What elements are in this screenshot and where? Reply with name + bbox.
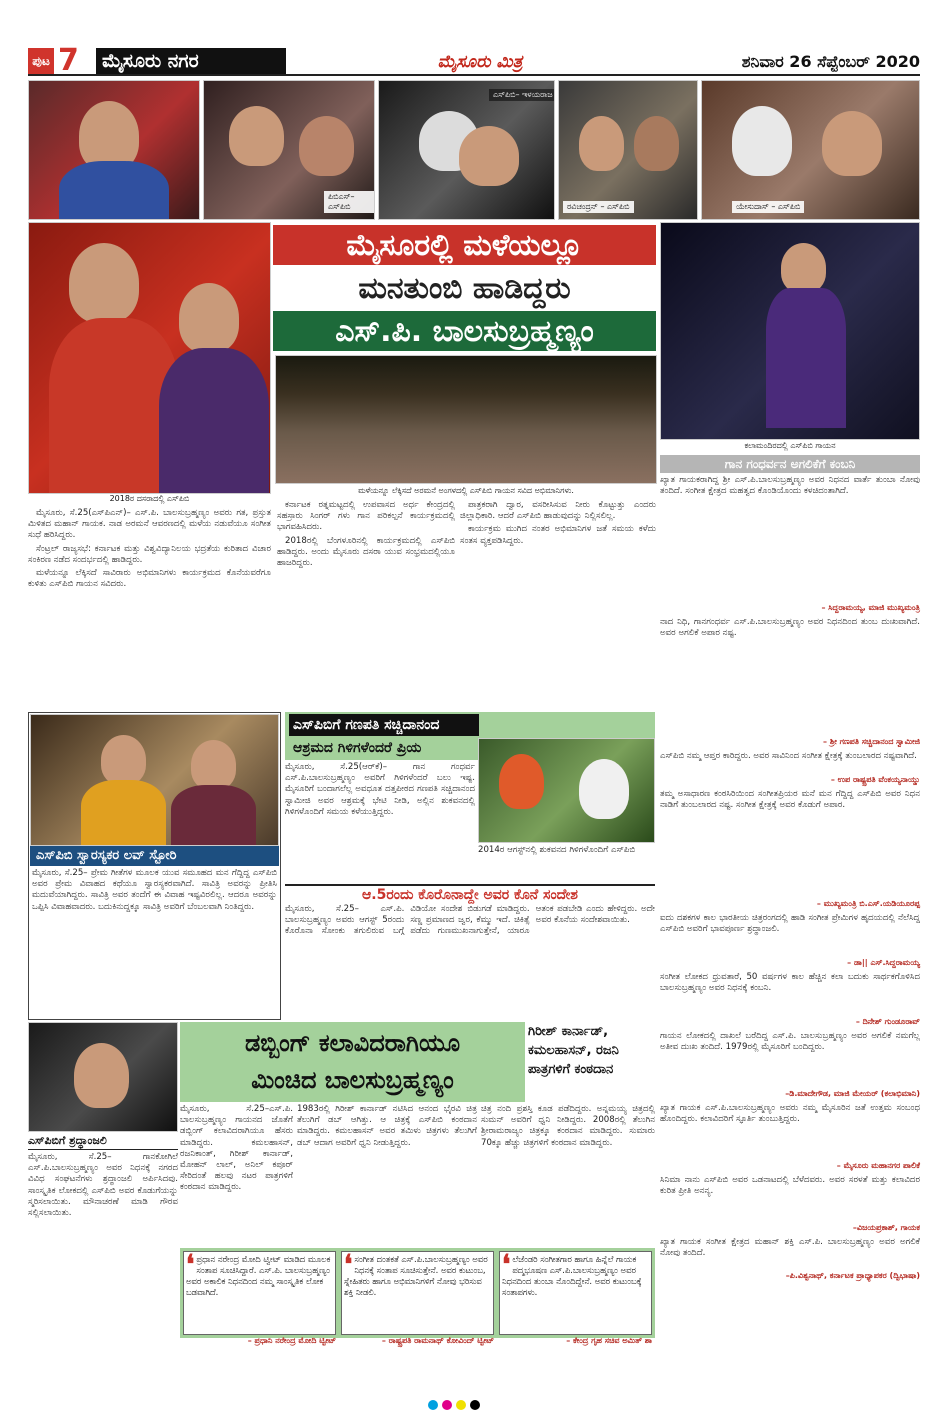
middle-article-col	[277, 500, 455, 708]
issue-date: ಶನಿವಾರ 26 ಸೆಪ್ಟೆಂಬರ್ 2020	[741, 52, 920, 71]
top-photo-2-caption: ಪಿಬಿಎಸ್‌– ಎಸ್‌ಪಿಬಿ	[324, 191, 374, 213]
bottom-quote-3	[499, 1251, 652, 1335]
right-performance-photo	[660, 222, 920, 440]
headline-line-1: ಮೈಸೂರಲ್ಲಿ ಮಳೆಯಲ್ಲೂ	[273, 225, 656, 265]
sidebar-quote-8: ಖ್ಯಾತ ಗಾಯಕ ಎಸ್‌.ಪಿ.ಬಾಲಸುಬ್ರಹ್ಮಣ್ಯಂ ಅವರು ನಮ್ಮ ಮೈಸೂರಿನ ಜತೆ ಉತ್ತಮ ಸಂಬಂಧ ಹೊಂದಿದ್ದರು. ಕಲಾವಿದರಿಗೆ ಸ್ಫೂರ್ತಿ ತುಂಬುತ್ತಿದ್ದರು.	[660, 1103, 920, 1125]
sidebar-quote-2: ನಾದ ನಿಧಿ, ಗಾನಗಂಧರ್ವ ಎಸ್‌.ಪಿ.ಬಾಲಸುಬ್ರಹ್ಮಣ್ಯಂ ಅವರ ನಿಧನದಿಂದ ತುಂಬ ದುಃಖವಾಗಿದೆ. ಅವರ ಅಗಲಿಕೆ ಅಪಾರ ನಷ್ಟ.	[660, 617, 920, 639]
sidebar-quote-3: ಎಸ್‌ಪಿಬಿ ನಮ್ಮ ಆಪ್ತರ ಕಾರಿದ್ದರು. ಅವರ ಸಾವಿನಿಂದ ಸಂಗೀತ ಕ್ಷೇತ್ರಕ್ಕೆ ತುಂಬಲಾರದ ನಷ್ಟವಾಗಿದೆ.	[660, 751, 917, 761]
sidebar-quote-5: ಐದು ದಶಕಗಳ ಕಾಲ ಭಾರತೀಯ ಚಿತ್ರರಂಗದಲ್ಲಿ ಹಾಡಿ ಸಂಗೀತ ಪ್ರೇಮಿಗಳ ಹೃದಯದಲ್ಲಿ ನೆಲೆಸಿದ್ದ ಎಸ್‌ಪಿಬಿ ಅವರಿಗೆ ಭಾವಪೂರ್ಣ ಶ್ರದ್ಧಾಂಜಲಿ.	[660, 913, 920, 935]
registration-mark-yellow	[456, 1400, 466, 1410]
dubbing-title-line-1: ಡಬ್ಬಿಂಗ್‌ ಕಲಾವಿದರಾಗಿಯೂ	[244, 1029, 461, 1057]
sidebar-quote-7-attr: –ಡಿ.ಮಾದೇಗೌಡ, ಮಾಜಿ ಮೇಯರ್‌ (ಕಲಾಭಿಮಾನಿ)	[785, 1089, 920, 1098]
corona-title: ಆ.5ರಂದು ಕೊರೊನಾದ್ದೇ ಅವರ ಕೊನೆ ಸಂದೇಶ	[285, 884, 655, 902]
dubbing-text-3: ಚಿತ್ರ ನಂದಿ ಪ್ರಶಸ್ತಿ ಕೂಡ ಪಡೆದಿದ್ದರು. ಅನ್ನಮಯ್ಯ ಚಿತ್ರದಲ್ಲಿ ಸುಮನ್ ಅವರಿಗೆ ಧ್ವನಿ ನೀಡಿದ್ದರು. 2008ರಲ್ಲಿ ತೆಲುಗಿನ ಶ್ರೀರಾಮರಾಜ್ಯಂ ಚಿತ್ರಕ್ಕೂ ಕಂಠದಾನ ಮಾಡಿದ್ದರು. ಸುಮಾರು 70ಕ್ಕೂ ಹೆಚ್ಚು ಚಿತ್ರಗಳಿಗೆ ಕಂಠದಾನ ಮಾಡಿದ್ದರು.	[481, 1104, 655, 1148]
top-photo-5-caption: ಯೇಸುದಾಸ್‌ – ಎಸ್‌ಪಿಬಿ	[732, 201, 804, 213]
bottom-quote-1-text: ಪ್ರಧಾನ ನರೇಂದ್ರ ಮೋದಿ ಟ್ವೀಟ್ ಮಾಡಿದ ಮೂಲಕ ಸಂತಾಪ ಸೂಚಿಸಿದ್ದಾರೆ. ಎಸ್‌.ಪಿ. ಬಾಲಸುಬ್ರಹ್ಮಣ್ಯಂ ಅವರ ಅಕಾಲಿಕ ನಿಧನದಿಂದ ನಮ್ಮ ಸಾಂಸ್ಕೃತಿಕ ಲೋಕ ಬಡವಾಗಿದೆ.	[186, 1254, 331, 1297]
top-photo-2	[203, 80, 375, 220]
registration-mark-black	[470, 1400, 480, 1410]
registration-mark-magenta	[442, 1400, 452, 1410]
sidebar-quote-3-attr: – ಉಪ ರಾಷ್ಟ್ರಪತಿ ವೆಂಕಯ್ಯನಾಯ್ಡು	[830, 775, 920, 784]
sidebar-title: ಗಾನ ಗಂಧರ್ವನ ಅಗಲಿಕೆಗೆ ಕಂಬನಿ	[660, 455, 920, 473]
sidebar-quote-9: ಸಿನಿಮಾ ನಾನು ಎಸ್‌ಪಿಬಿ ಅವರ ಒಡನಾಟದಲ್ಲಿ ಬೆಳೆದವರು. ಅವರ ಸರಳತೆ ಮತ್ತು ಕಲಾವಿದರ ಕುರಿತ ಪ್ರೀತಿ ಅನನ್ಯ.	[660, 1175, 920, 1197]
bottom-quote-1	[183, 1251, 336, 1335]
sidebar-quote-5-attr: – ಡಾ|| ಎಸ್‌.ಸಿದ್ದರಾಮಯ್ಯ	[847, 958, 920, 967]
masthead: ಮೈಸೂರು ಮಿತ್ರ	[437, 52, 523, 72]
top-photo-1	[28, 80, 200, 220]
main-article-p2: ಸೆಂಟ್ರಲ್‌ ರಾಜ್ಯಸಭೆ: ಕರ್ನಾಟಕ ಮತ್ತು ವಿಶ್ವವಿದ್ಯಾನಿಲಯ ಭದ್ರತೆಯ ಕುರಿತಾದ ವಿಚಾರ ಸಂಕಿರಣ ನಡೆದ ಸಂದರ್ಭದಲ್ಲಿ ಹಾಡಿದ್ದರು.	[28, 543, 271, 565]
middle-article-p2: 2018ರಲ್ಲಿ ಬೆಂಗಳೂರಿನಲ್ಲಿ ಕಾರ್ಯಕ್ರಮದಲ್ಲಿ ಎಸ್‌ಪಿಬಿ ಹಾಡಿದ್ದರು. ಅಂದು ಮೈಸೂರು ದಸರಾ ಯುವ ಸಂಭ್ರಮದಲ್ಲಿಯೂ ಹಾಜರಿದ್ದರು.	[277, 535, 455, 569]
section-title: ಮೈಸೂರು ನಗರ	[96, 48, 286, 74]
tribute-title: ಎಸ್‌ಪಿಬಿಗೆ ಶ್ರದ್ಧಾಂಜಲಿ	[28, 1134, 178, 1150]
middle-article-p1: ಕರ್ನಾಟಕ ರತ್ನಮಟ್ಟದಲ್ಲಿ ಉಪವಾಸದ ಅರ್ಧ ಕೇಂದ್ರದಲ್ಲಿ ಸಹಸ್ರಾರು ಸಿಂಗರ್ ಗಳು ಗಾನ ಪರಿಕಲ್ಪನೆ ಕಾರ್ಯಕ್ರಮದಲ್ಲಿ ಭಾಗವಹಿಸಿದರು.	[277, 500, 455, 533]
bottom-quote-2-text: ಸಂಗೀತ ದಂತಕತೆ ಎಸ್‌.ಪಿ.ಬಾಲಸುಬ್ರಹ್ಮಣ್ಯಂ ಅವರ ನಿಧನಕ್ಕೆ ಸಂತಾಪ ಸೂಚಿಸುತ್ತೇನೆ. ಅವರ ಕುಟುಂಬ, ಸ್ನೇಹಿತರು ಹಾಗೂ ಅಭಿಮಾನಿಗಳಿಗೆ ನೋವು ಭರಿಸುವ ಶಕ್ತಿ ನೀಡಲಿ.	[344, 1254, 488, 1297]
sidebar-quote-9-attr: –ವಿಜಯಪ್ರಕಾಶ್, ಗಾಯಕ	[852, 1223, 920, 1232]
quote-mark-icon: ❛	[502, 1250, 511, 1280]
sidebar-quote-1-attr: – ಸಿದ್ದರಾಮಯ್ಯ, ಮಾಜಿ ಮುಖ್ಯಮಂತ್ರಿ	[821, 603, 920, 612]
main-article-p1: ಮೈಸೂರು, ಸೆ.25(ಎಸ್‌ಪಿಎನ್‌)– ಎಸ್‌.ಪಿ. ಬಾಲಸುಬ್ರಹ್ಮಣ್ಯಂ ಅವರು ಗತ, ಪ್ರಸ್ತುತ ಮಿಳಿತದ ಮಹಾನ್ ಗಾಯಕ. ನಾಡ ಅರಮನೆ ಆವರಣದಲ್ಲಿ ಮಳೆಯ ನಡುವೆಯೂ ಸಂಗೀತ ಸುಧೆ ಹರಿಸಿದ್ದರು.	[28, 508, 271, 541]
sidebar-quote-10-attr: –ಪಿ.ವಿಶ್ವನಾಥ್‌, ಕರ್ನಾಟಕ ಪ್ರಾಧ್ಯಾಪಕರ (ದ್ವಿಭಾಷಾ)	[785, 1271, 920, 1280]
love-story-text: ಮೈಸೂರು, ಸೆ.25– ಪ್ರೇಮ ಗೀತೆಗಳ ಮೂಲಕ ಯುವ ಸಮೂಹದ ಮನ ಗೆದ್ದಿದ್ದ ಎಸ್‌ಪಿಬಿ ಅವರ ಪ್ರೇಮ ವಿವಾಹದ ಕಥೆಯೂ ಸ್ವಾರಸ್ಯಕರವಾಗಿದೆ. ಸಾವಿತ್ರಿ ಅವರನ್ನು ಪ್ರೀತಿಸಿ ಮದುವೆಯಾಗಿದ್ದರು. ಸಾವಿತ್ರಿ ಅವರ ತಂದೆಗೆ ಈ ವಿವಾಹ ಇಷ್ಟವಿರಲಿಲ್ಲ. ಆದರೂ ಅವರನ್ನು ಒಪ್ಪಿಸಿ ವಿವಾಹವಾದರು. ಬದುಕಿನುದ್ದಕ್ಕೂ ಸಾವಿತ್ರಿ ಅವರಿಗೆ ಬೆಂಬಲವಾಗಿ ನಿಂತಿದ್ದರು.	[32, 868, 277, 912]
sidebar-quote-4-attr: – ಮುಖ್ಯಮಂತ್ರಿ ಬಿ.ಎಸ್‌.ಯಡಿಯೂರಪ್ಪ	[816, 899, 920, 908]
love-story-title: ಎಸ್‌ಪಿಬಿ ಸ್ವಾರಸ್ಯಕರ ಲವ್‌ ಸ್ಟೋರಿ	[30, 846, 279, 866]
corona-text: ಮೈಸೂರು, ಸೆ.25– ಎಸ್‌.ಪಿ. ಬಾಲಸುಬ್ರಹ್ಮಣ್ಯಂ ಅವರು ಆಗಸ್ಟ್ 5ರಂದು ಕೊರೊನಾ ಸೋಂಕು ತಗುಲಿರುವ ಬಗ್ಗೆ ವಿಡಿಯೋ ಸಂದೇಶ ಬಿಡುಗಡೆ ಮಾಡಿದ್ದರು. ಸಣ್ಣ ಪ್ರಮಾಣದ ಜ್ವರ, ಕೆಮ್ಮು ಇದೆ. ಚಿಕಿತ್ಸೆ ಪಡೆದು ಗುಣಮುಖನಾಗುತ್ತೇನೆ, ಯಾರೂ ಆತಂಕ ಪಡಬೇಡಿ ಎಂದು ಹೇಳಿದ್ದರು. ಅದೇ ಅವರ ಕೊನೆಯ ಸಂದೇಶವಾಯಿತು.	[285, 904, 655, 937]
dubbing-side-title: ಗಿರೀಶ್‌ ಕಾರ್ನಾಡ್‌, ಕಮಲಹಾಸನ್‌, ರಜನಿ ಪಾತ್ರಗಳಿಗೆ ಕಂಠದಾನ	[528, 1024, 619, 1077]
bottom-quote-3-attr: – ಕೇಂದ್ರ ಗೃಹ ಸಚಿವ ಅಮಿತ್ ಶಾ	[566, 1336, 652, 1345]
love-story-photo	[30, 714, 279, 846]
swamiji-text: ಮೈಸೂರು, ಸೆ.25(ಆರ್‌ಕೆ)– ಗಾನ ಗಂಧರ್ವ ಎಸ್‌.ಪಿ.ಬಾಲಸುಬ್ರಹ್ಮಣ್ಯಂ ಅವರಿಗೆ ಗಿಳಿಗಳೆಂದರೆ ಬಲು ಇಷ್ಟ. ಮೈಸೂರಿಗೆ ಬಂದಾಗಲೆಲ್ಲ ಅವಧೂತ ದತ್ತಪೀಠದ ಗಣಪತಿ ಸಚ್ಚಿದಾನಂದ ಸ್ವಾಮೀಜಿ ಅವರ ಆಶ್ರಮಕ್ಕೆ ಭೇಟಿ ನೀಡಿ, ಅಲ್ಲಿನ ಶುಕವನದಲ್ಲಿ ಗಿಳಿಗಳೊಂದಿಗೆ ಸಮಯ ಕಳೆಯುತ್ತಿದ್ದರು.	[285, 762, 475, 817]
page-number: 7	[58, 43, 79, 78]
sidebar-quote-10: ಖ್ಯಾತ ಗಾಯಕ ಸಂಗೀತ ಕ್ಷೇತ್ರದ ಮಹಾನ್ ಶಕ್ತಿ ಎಸ್‌.ಪಿ. ಬಾಲಸುಬ್ರಹ್ಮಣ್ಯಂ ಅವರ ಅಗಲಿಕೆ ನೋವು ತಂದಿದೆ.	[660, 1237, 920, 1259]
dubbing-text-1: ಮೈಸೂರು, ಸೆ.25–ಎಸ್‌.ಪಿ. ಬಾಲಸುಬ್ರಹ್ಮಣ್ಯಂ ಗಾಯನದ ಜೊತೆಗೆ ಡಬ್ಬಿಂಗ್ ಕಲಾವಿದರಾಗಿಯೂ ಹೆಸರು ಮಾಡಿದ್ದರು. ಕಮಲಹಾಸನ್, ರಜನಿಕಾಂತ್, ಗಿರೀಶ್ ಕಾರ್ನಾಡ್, ಮೋಹನ್ ಲಾಲ್, ಅನಿಲ್ ಕಪೂರ್ ಸೇರಿದಂತೆ ಹಲವು ನಟರ ಪಾತ್ರಗಳಿಗೆ ಕಂಠದಾನ ಮಾಡಿದ್ದರು.	[180, 1104, 293, 1193]
swamiji-title-line-2: ಆಶ್ರಮದ ಗಿಳಿಗಳೆಂದರೆ ಪ್ರಿಯ	[293, 740, 422, 756]
swamiji-photo	[478, 738, 655, 843]
sidebar-quote-4: ತಮ್ಮ ಅಸಾಧಾರಣ ಕಂಠಸಿರಿಯಿಂದ ಸಂಗೀತಪ್ರಿಯರ ಮನೆ ಮನ ಗೆದ್ದಿದ್ದ ಎಸ್‌ಪಿಬಿ ಅವರ ನಿಧನ ನಾಡಿಗೆ ತುಂಬಲಾರದ ನಷ್ಟ. ಸಂಗೀತ ಕ್ಷೇತ್ರಕ್ಕೆ ಅವರ ಕೊಡುಗೆ ಅಪಾರ.	[660, 789, 920, 811]
sidebar-quote-7: ಗಾಯನ ಲೋಕದಲ್ಲಿ ದಾಖಲೆ ಬರೆದಿದ್ದ ಎಸ್‌.ಪಿ. ಬಾಲಸುಬ್ರಹ್ಮಣ್ಯಂ ಅವರ ಅಗಲಿಕೆ ನಮಗೆಲ್ಲ ಅತೀವ ದುಃಖ ತಂದಿದೆ. 1979ರಲ್ಲಿ ಮೈಸೂರಿಗೆ ಬಂದಿದ್ದರು.	[660, 1031, 920, 1053]
sidebar-quote-6: ಸಂಗೀತ ಲೋಕದ ಧ್ರುವತಾರೆ, 50 ವರ್ಷಗಳ ಕಾಲ ಹೆಚ್ಚಿನ ಕಲಾ ಬದುಕು ಸಾರ್ಥಕಗೊಳಿಸಿದ ಬಾಲಸುಬ್ರಹ್ಮಣ್ಯಂ ಅವರ ನಿಧನಕ್ಕೆ ಕಂಬನಿ.	[660, 972, 920, 994]
crowd-photo	[275, 355, 657, 484]
top-photo-4	[558, 80, 698, 220]
crowd-caption: ಮಳೆಯನ್ನೂ ಲೆಕ್ಕಿಸದೆ ಅರಮನೆ ಅಂಗಳದಲ್ಲಿ ಎಸ್‌ಪಿಬಿ ಗಾಯನ ಸವಿದ ಅಭಿಮಾನಿಗಳು.	[358, 486, 574, 495]
tribute-text: ಮೈಸೂರು, ಸೆ.25– ಗಾನಕೋಗಿಲೆ ಎಸ್‌.ಪಿ.ಬಾಲಸುಬ್ರಹ್ಮಣ್ಯಂ ಅವರ ನಿಧನಕ್ಕೆ ನಗರದ ವಿವಿಧ ಸಂಘಟನೆಗಳು ಶ್ರದ್ಧಾಂಜಲಿ ಅರ್ಪಿಸಿದವು. ಸಾಂಸ್ಕೃತಿಕ ಲೋಕದಲ್ಲಿ ಎಸ್‌ಪಿಬಿ ಅವರ ಕೊಡುಗೆಯನ್ನು ಸ್ಮರಿಸಲಾಯಿತು. ಮೌನಾಚರಣೆ ಮಾಡಿ ಗೌರವ ಸಲ್ಲಿಸಲಾಯಿತು.	[28, 1152, 178, 1219]
dubbing-title-line-2: ಮಿಂಚಿದ ಬಾಲಸುಬ್ರಹ್ಮಣ್ಯಂ	[251, 1066, 454, 1094]
main-article-col-1	[28, 508, 271, 708]
sidebar-quote-6-attr: – ದಿನೇಶ್ ಗುಂಡೂರಾವ್	[855, 1017, 920, 1026]
right-article-p2: ಕಾರ್ಯಕ್ರಮ ಮುಗಿದ ನಂತರ ಅಭಿಮಾನಿಗಳ ಜತೆ ಸಮಯ ಕಳೆದು ಸಂತಸ ವ್ಯಕ್ತಪಡಿಸಿದ್ದರು.	[460, 524, 656, 546]
top-photo-3	[378, 80, 555, 220]
headline-line-2: ಮನತುಂಬಿ ಹಾಡಿದ್ದರು	[273, 268, 656, 308]
bottom-quote-2	[341, 1251, 494, 1335]
main-left-photo	[28, 222, 271, 494]
quote-mark-icon: ❛	[344, 1250, 353, 1280]
headline-line-3: ಎಸ್‌.ಪಿ. ಬಾಲಸುಬ್ರಹ್ಮಣ್ಯಂ	[273, 311, 656, 351]
swamiji-caption: 2014ರ ಆಗಸ್ಟ್‌ನಲ್ಲಿ ಶುಕವನದ ಗಿಳಿಗಳೊಂದಿಗೆ ಎಸ್‌ಪಿಬಿ	[478, 845, 636, 855]
registration-mark-cyan	[428, 1400, 438, 1410]
top-photo-5	[701, 80, 920, 220]
right-photo-caption: ಕಲಾಮಂದಿರದಲ್ಲಿ ಎಸ್‌ಪಿಬಿ ಗಾಯನ	[744, 441, 836, 450]
swamiji-title-line-1: ಎಸ್‌ಪಿಬಿಗೆ ಗಣಪತಿ ಸಚ್ಚಿದಾನಂದ	[289, 714, 479, 736]
sidebar-quotes	[660, 475, 920, 1335]
main-left-caption: 2018ರ ದಸರಾದಲ್ಲಿ ಎಸ್‌ಪಿಬಿ	[109, 494, 190, 503]
sidebar-quote-8-attr: – ಮೈಸೂರು ಮಹಾನಗರ ಪಾಲಿಕೆ	[836, 1161, 920, 1170]
bottom-quote-1-attr: – ಪ್ರಧಾನಿ ನರೇಂದ್ರ ಮೋದಿ ಟ್ವೀಟ್	[247, 1336, 336, 1345]
top-photo-4-caption: ರವಿಚಂದ್ರನ್‌ – ಎಸ್‌ಪಿಬಿ	[563, 201, 634, 213]
right-article-p1: ಪಾತ್ರಕರಾಗಿ ದ್ವಾರ, ವಸರೀಸಿಸುವ ನೀರು ಕೊಟ್ಟುತ್ತು ಎಂದರು ಜಿಲ್ಲಾಧಿಕಾರಿ. ಆದರೆ ಎಸ್‌ಪಿಬಿ ಹಾಡುವುದನ್ನು ನಿಲ್ಲಿಸಲಿಲ್ಲ.	[460, 500, 656, 522]
page-badge: ಪುಟ	[28, 48, 54, 74]
bottom-quote-3-text: ಲೆಜೆಂಡರಿ ಸಂಗೀತಗಾರ ಹಾಗೂ ಹಿನ್ನೆಲೆ ಗಾಯಕ ಪದ್ಮಭೂಷಣ ಎಸ್‌.ಪಿ.ಬಾಲಸುಬ್ರಹ್ಮಣ್ಯಂ ಅವರ ನಿಧನದಿಂದ ತುಂಬಾ ನೊಂದಿದ್ದೇನೆ. ಅವರ ಕುಟುಂಬಕ್ಕೆ ಸಂತಾಪಗಳು.	[502, 1254, 642, 1297]
dubbing-photo	[28, 1022, 178, 1132]
bottom-quote-2-attr: – ರಾಷ್ಟ್ರಪತಿ ರಾಮನಾಥ್ ಕೋವಿಂದ್ ಟ್ವೀಟ್	[381, 1336, 494, 1345]
main-article-p3: ಮಳೆಯನ್ನೂ ಲೆಕ್ಕಿಸದೆ ಸಾವಿರಾರು ಅಭಿಮಾನಿಗಳು ಕಾರ್ಯಕ್ರಮದ ಕೊನೆಯವರೆಗೂ ಕುಳಿತು ಎಸ್‌ಪಿಬಿ ಗಾಯನ ಸವಿದರು.	[28, 568, 271, 590]
sidebar-quote-1: ಖ್ಯಾತ ಗಾಯಕರಾಗಿದ್ದ ಶ್ರೀ ಎಸ್‌.ಪಿ.ಬಾಲಸುಬ್ರಹ್ಮಣ್ಯಂ ಅವರ ನಿಧನದ ವಾರ್ತೆ ತುಂಬಾ ನೋವು ತಂದಿದೆ. ಸಂಗೀತ ಕ್ಷೇತ್ರದ ಮಹತ್ವದ ಕೊಂಡಿಯೊಂದು ಕಳಚಿದಂತಾಗಿದೆ.	[660, 475, 920, 497]
top-photo-3-caption: ಎಸ್‌ಪಿಬಿ– ಇಳಯರಾಜ	[489, 89, 555, 101]
quote-mark-icon: ❛	[186, 1250, 195, 1280]
dubbing-text-2: 1983ರಲ್ಲಿ ಗಿರೀಶ್ ಕಾರ್ನಾಡ್ ನಟಿಸಿದ ಆನಂದ ಭೈರವಿ ಚಿತ್ರ ತೆಲುಗಿಗೆ ಡಬ್ ಆಗಿತ್ತು. ಆ ಚಿತ್ರಕ್ಕೆ ಎಸ್‌ಪಿಬಿ ಕಂಠದಾನ ಮಾಡಿದ್ದರು. ಕಮಲಹಾಸನ್ ಅವರ ತಮಿಳು ಚಿತ್ರಗಳು ತೆಲುಗಿಗೆ ಡಬ್ ಆದಾಗ ಅವರಿಗೆ ಧ್ವನಿ ನೀಡುತ್ತಿದ್ದರು.	[297, 1104, 477, 1148]
sidebar-quote-2-attr: – ಶ್ರೀ ಗಣಪತಿ ಸಚ್ಚಿದಾನಂದ ಸ್ವಾಮೀಜಿ	[823, 737, 920, 746]
right-article-col	[460, 500, 656, 708]
